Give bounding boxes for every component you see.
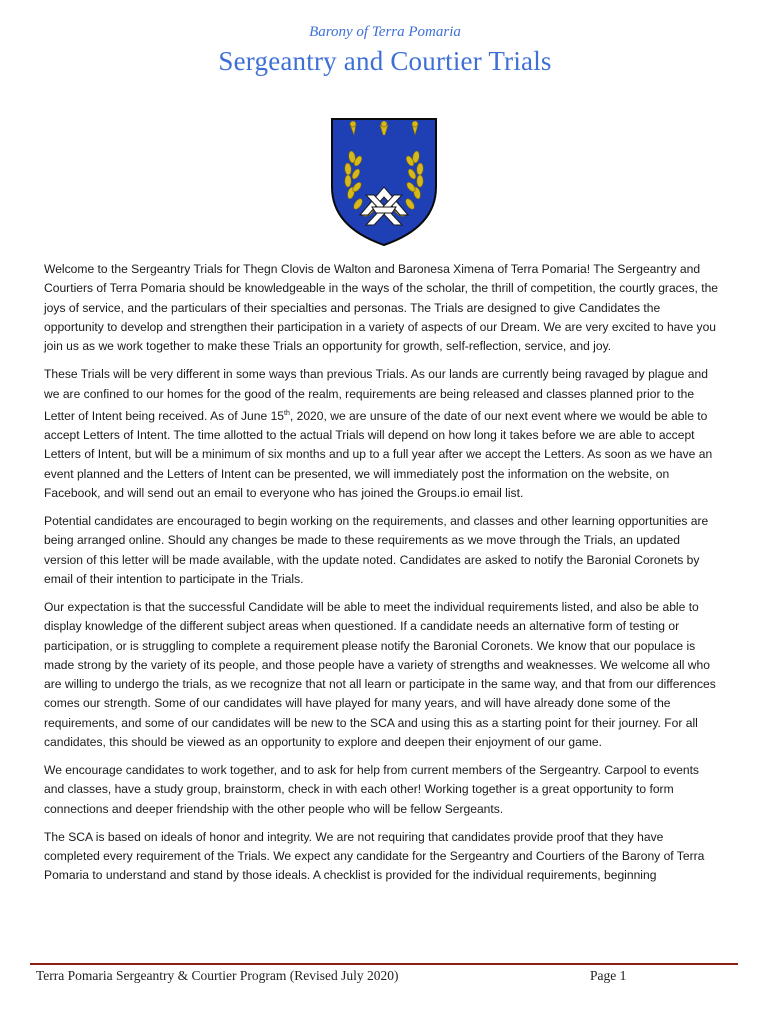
- letter-body: [44, 260, 720, 895]
- paragraph-trials-different-part1: These Trials will be very different in some ways than previous Trials. As our lands are currently being ravaged by plague and we are confined to our homes for the good of the realm, requirements are being released and classes planned prior to the Letter of Intent being received. As of June 15: [44, 367, 708, 423]
- paragraph-trials-different: [44, 365, 720, 503]
- footer-divider: [30, 963, 738, 965]
- page-number: Page 1: [590, 968, 627, 983]
- paragraph-honor-integrity: The SCA is based on ideals of honor and integrity. We are not requiring that candidates provide proof that they have completed every requirement of the Trials. We expect any candidate for the Sergeantry and Courtiers of the Barony of Terra Pomaria to understand and stand by those ideals. A checklist is provided for the individual requirements, beginning: [44, 829, 705, 883]
- document-subtitle: Barony of Terra Pomaria: [309, 24, 461, 40]
- paragraph-trials-different-part2: , 2020, we are unsure of the date of our next event where we would be able to accept Letters of Intent. The time allotted to the actual Trials will depend on how long it takes before we are able to accept Letters of Intent, but will be a minimum of six months and up to a full year after we accept the Letters. As soon as we have an event planned and the Letters of Intent can be presented, we will immediately post the information on the website, on Facebook, and will send out an email to everyone who has joined the Groups.io email list.: [44, 408, 713, 500]
- paragraph-work-together: We encourage candidates to work together, and to ask for help from current members of the Sergeantry. Carpool to events and classes, have a study group, brainstorm, check in with each other! Working together is a great opportunity to form connections and deeper friendship with the other people who will be fellow Sergeants.: [44, 763, 699, 816]
- paragraph-potential-candidates: Potential candidates are encouraged to begin working on the requirements, and classes and other learning opportunities are being arranged online. Should any changes be made to these requirements as we move through the Trials, an updated version of this letter will be made available, with the update noted. Candidates are asked to notify the Baronial Coronets by email of their intention to participate in the Trials.: [44, 514, 709, 586]
- barony-arms-shield-icon: [330, 117, 438, 247]
- ordinal-suffix: th: [284, 409, 290, 417]
- paragraph-expectation: Our expectation is that the successful Candidate will be able to meet the individual requirements listed, and also be able to display knowledge of the different subject areas when questioned. If a candidate needs an alternative form of testing or participation, or is struggling to complete a requirement please notify the Baronial Coronets. We know that our populace is made strong by the variety of its people, and those people have a variety of strengths and weaknesses. We welcome all who are willing to undergo the trials, as we recognize that not all learn or participate in the same way, and that from our differences comes our strength. Some of our candidates will have played for many years, and will have already done some of the requirements, and some of our candidates will be new to the SCA and using this as a starting point for their journey. For all candidates, this should be viewed as an opportunity to explore and deepen their enjoyment of our game.: [44, 600, 716, 749]
- footer-program-title: Terra Pomaria Sergeantry & Courtier Program (Revised July 2020): [36, 968, 399, 983]
- document-title: Sergeantry and Courtier Trials: [218, 46, 552, 76]
- paragraph-welcome: Welcome to the Sergeantry Trials for Thegn Clovis de Walton and Baronesa Ximena of Terra Pomaria! The Sergeantry and Courtiers of Terra Pomaria should be knowledgeable in the ways of the scholar, the thrill of competition, the courtly graces, the joys of service, and the particulars of their specialties and personas. The Trials are designed to give Candidates the opportunity to develop and strengthen their participation in a variety of aspects of our Dream. We are very excited to have you join us as we work together to make these Trials an opportunity for growth, self-reflection, service, and joy.: [44, 262, 719, 353]
